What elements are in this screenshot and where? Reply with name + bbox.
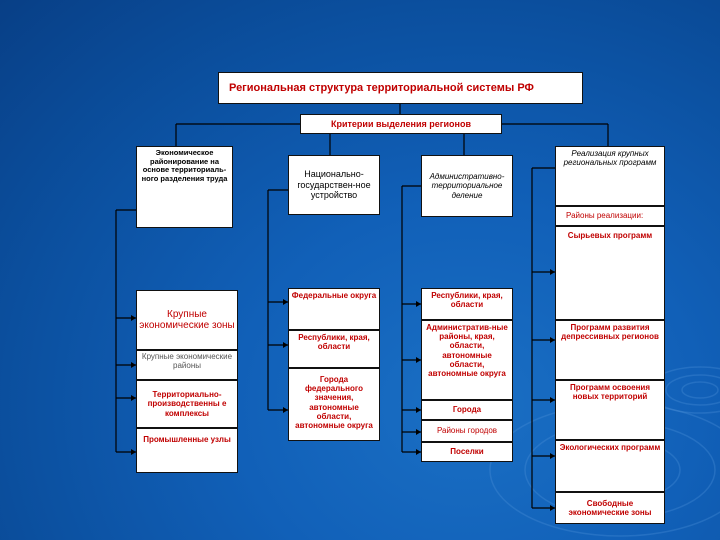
col2-header: Национально-государствен-ное устройство bbox=[288, 155, 380, 215]
col3-item-republics: Республики, края, области bbox=[421, 288, 513, 320]
col1-item-economic-regions: Крупные экономические районы bbox=[136, 350, 238, 380]
diagram-title: Региональная структура территориальной системы РФ bbox=[218, 72, 583, 104]
criteria-box: Критерии выделения регионов bbox=[300, 114, 502, 134]
col4-item-free-economic-zones: Свободные экономические зоны bbox=[555, 492, 665, 524]
col4-item-ecological-programs: Экологических программ bbox=[555, 440, 665, 492]
col3-item-settlements: Поселки bbox=[421, 442, 513, 462]
col2-item-republics: Республики, края, области bbox=[288, 330, 380, 368]
col1-item-industrial-nodes: Промышленные узлы bbox=[136, 428, 238, 473]
col1-item-economic-zones: Крупные экономические зоны bbox=[136, 290, 238, 350]
col3-item-cities: Города bbox=[421, 400, 513, 420]
col3-header: Административно-территориальное деление bbox=[421, 155, 513, 217]
col4-header: Реализация крупных региональных программ bbox=[555, 146, 665, 206]
col4-item-depressed-regions: Программ развития депрессивных регионов bbox=[555, 320, 665, 380]
col1-item-tpk: Территориально-производственны е комплексы bbox=[136, 380, 238, 428]
col3-item-city-districts: Районы городов bbox=[421, 420, 513, 442]
col2-item-federal-cities: Города федерального значения, автономные области, автономные округа bbox=[288, 368, 380, 441]
col4-item-resource-programs: Сырьевых программ bbox=[555, 226, 665, 320]
col2-item-federal-districts: Федеральные округа bbox=[288, 288, 380, 330]
col3-item-admin-districts: Административ-ные районы, края, области, автономные области, автономные округа bbox=[421, 320, 513, 400]
col1-header: Экономическое районирование на основе территориаль-ного разделения труда bbox=[136, 146, 233, 228]
col4-item-new-territories: Программ освоения новых территорий bbox=[555, 380, 665, 440]
col4-subheader: Районы реализации: bbox=[555, 206, 665, 226]
